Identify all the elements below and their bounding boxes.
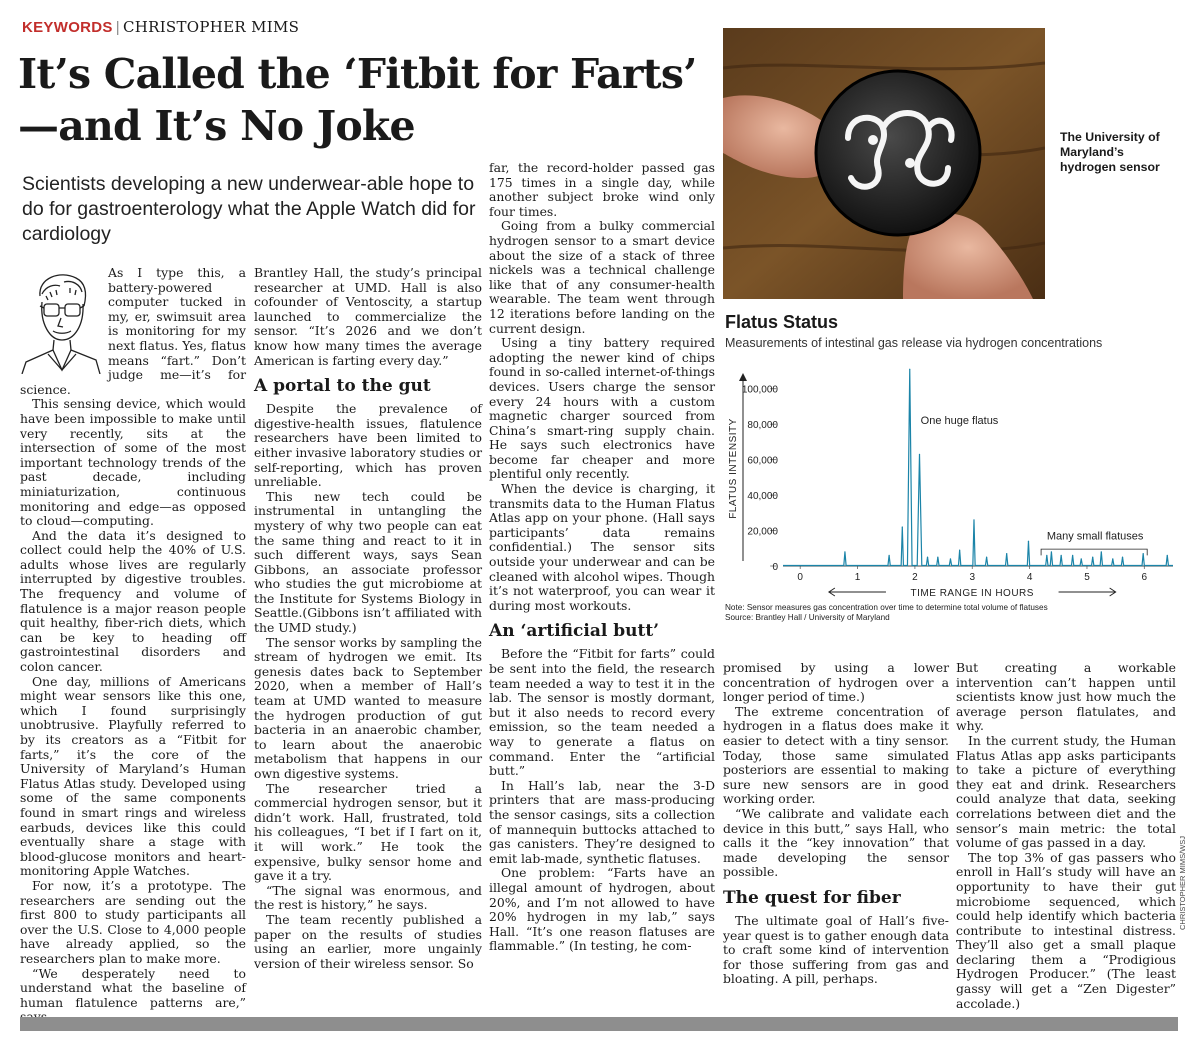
photo-credit: CHRISTOPHER MIMS/WSJ [1178,835,1187,930]
paragraph: One day, millions of Americans might wear sensors like this one, which I found surprisingly unobtrusive. Playfully referred to by its creators as a “Fitbit for farts,” it’s the core of the University of Maryland’s Human Flatus Atlas study. Developed using some of the same components found in smart rings and wireless earbuds, devices like this could eventually share a stage with blood-glucose monitors and heart-monitoring Apple Watches. [20,673,246,879]
data-point [1167,555,1168,556]
kicker: KEYWORDS | CHRISTOPHER MIMS [22,18,300,36]
y-axis-arrowhead [739,373,747,381]
x-tick-label: 3 [969,572,976,583]
paragraph: Before the “Fitbit for farts” could be sent into the field, the research team needed a way to test it in the lab. The sensor is mostly dormant, but it also needs to record every emission, so the team needed a way to generate a flatus on command. Enter the “artificial butt.” [489,646,715,779]
bottom-rule [20,1017,1178,1031]
y-tick-label: 0 [772,562,778,573]
chart-note: Note: Sensor measures gas concentration over time to determine total volume of flatuses [725,603,1048,612]
article-column-4 [723,661,949,987]
paragraph: The top 3% of gas passers who enroll in Hall’s study will have an opportunity to have their gut microbiome sequenced, which could help identify which bacteria contribute to intestinal distress. They’ll also get a small plaque declaring them a “Prodigious Hydrogen Producer.” (The least gassy will get a “Zen Digester” accolade.) [956,849,1176,1011]
headline [18,48,698,152]
chart-footnote [725,603,1048,623]
data-point [1112,558,1113,559]
annotation-huge-flatus: One huge flatus [920,415,999,428]
paragraph: The researcher tried a commercial hydrogen sensor, but it didn’t work. Hall, frustrated, told his colleagues, “I bet if I fart on it, it will work.” He took the expensive, bulky sensor home and gave it a try. [254,780,482,884]
paragraph: As I type this, a battery-powered computer tucked in my, er, swimsuit area is monitoring for my next flatus. Yes, flatus means “fart.” Don’t judge me—it’s for science. [20,265,246,397]
paragraph: This new tech could be instrumental in untangling the mystery of why two people can eat the same thing and react to it in such different ways, says Sean Gibbons, an associate professor who studies the gut microbiome at the Institute for Systems Biology in Seattle.(Gibbons isn’t affiliated with the UMD study.) [254,488,482,636]
y-tick-label: 100,000 [741,384,778,396]
paragraph: In the current study, the Human Flatus Atlas app asks participants to take a picture of everything they eat and drink. Researchers could analyze that data, seeking correlations between diet and the sensor’s main metric: the total volume of gas passed in a day. [956,732,1176,851]
data-point [973,519,974,520]
data-point [927,557,928,558]
paragraph: “We calibrate and validate each device in this butt,” says Hall, who calls it the “key innovation” that made developing the sensor possible. [723,805,949,880]
y-tick-label: 60,000 [747,455,778,467]
chart-source: Source: Brantley Hall / University of Maryland [725,613,890,622]
x-tick-label: 6 [1141,572,1148,583]
section-heading: An ‘artificial butt’ [489,621,660,642]
data-point [937,557,938,558]
data-point [909,369,910,370]
y-tick-label: 40,000 [747,491,778,503]
section-heading: The quest for fiber [723,887,901,908]
paragraph: “We desperately need to understand what the baseline of human flatulence patterns are,” [20,965,246,1010]
data-point [1081,558,1082,559]
chart-title: Flatus Status [725,312,839,332]
paragraph: The team recently published a paper on the results of studies using an earlier, more ungainly version of their wireless sensor. So [254,911,482,971]
paragraph: far, the record-holder passed gas 175 times in a single day, while another subject broke wind only four times. [489,160,715,219]
data-point [902,526,903,527]
data-point [1061,555,1062,556]
data-point [919,454,920,455]
data-point [1051,551,1052,552]
x-tick-label: 0 [797,572,803,583]
author-portrait-illustration [20,266,102,374]
paragraph: But creating a workable intervention can’t happen until scientists know just how much the average person flatulates, and why. [956,660,1176,734]
paragraph: The ultimate goal of Hall’s five-year quest is to gather enough data to craft some kind of intervention for those suffering from gas and bloating. A pill, perhaps. [723,912,949,987]
y-tick-label: 80,000 [747,420,778,432]
paragraph: “The signal was enormous, and the rest is history,” he says. [254,882,482,913]
data-point [844,551,845,552]
article-column-1 [20,266,246,1025]
dek: Scientists developing a new underwear-able hope to do for gastroenterology what the Apple Watch did for cardiology [22,173,476,245]
paragraph: One problem: “Farts have an illegal amount of hydrogen, about 20%, and I’m not allowed to have 20% hydrogen in my lab,” says Hall. “It’s one reason flatuses are flammable.” (In testing, he com- [489,865,715,954]
x-tick-label: 1 [854,572,861,583]
paragraph: This sensing device, which would have been impossible to make until very recently, sits at the intersection of some of the most important technology trends of the past decade, including miniaturization, continuous monitoring and edge—as opposed to cloud—computing. [20,396,246,529]
data-point [1028,541,1029,542]
data-point [889,555,890,556]
article-column-5 [956,661,1176,1011]
hydrogen-sensor-photo [723,28,1045,299]
x-tick-label: 5 [1084,572,1090,583]
data-point [950,558,951,559]
annotation-small-flatuses: Many small flatuses [1046,530,1144,543]
flatus-chart [723,356,1178,606]
paragraph: For now, it’s a prototype. The researchers are sending out the first 800 to study participants all over the U.S. Close to 4,000 people have already applied, so the researchers plan to make more. [20,877,246,966]
data-point [1122,557,1123,558]
paragraph: Brantley Hall, the study’s principal researcher at UMD. Hall is also cofounder of Ventoscity, a startup launched to commercialize the sensor. “It’s 2026 and we don’t know how many times the average American is farting every day.” [254,265,482,368]
paragraph: In Hall’s lab, near the 3-D printers that are mass-producing the sensor casings, sits a collection of mannequin buttocks attached to gas canisters. They’re designed to emit lab-made, synthetic flatuses. [489,777,715,866]
paragraph: The extreme concentration of hydrogen in a flatus does make it easier to detect with a tiny sensor. Today, those same simulated posteriors are essential to making sure new sensors are in good working order. [723,703,949,807]
data-point [986,557,987,558]
y-tick-label: 20,000 [747,526,778,538]
data-point [1101,551,1102,552]
author-byline: CHRISTOPHER MIMS [122,18,300,36]
data-point [1006,553,1007,554]
data-point [1072,555,1073,556]
x-tick-label: 2 [912,572,918,583]
annotation-bracket [1041,549,1147,555]
x-tick-label: 4 [1026,572,1033,583]
data-point [1092,557,1093,558]
x-axis-label: TIME RANGE IN HOURS [910,588,1034,599]
data-point [1143,553,1144,554]
photo-caption: The University of Maryland’s hydrogen sensor [1060,130,1160,174]
keywords-label: KEYWORDS [22,19,113,36]
paragraph: And the data it’s designed to collect could help the 40% of U.S. adults whose lives are regularly interrupted by digestive troubles. The frequency and volume of flatulence is a major reason people quit healthy, fiber-rich diets, which can be key to heading off gastrointestinal disorders and colon cancer. [20,527,246,675]
article-column-2 [254,266,482,971]
article-column-3 [489,161,715,954]
chart-subtitle: Measurements of intestinal gas release via hydrogen concentrations [725,336,1103,350]
paragraph: Going from a bulky commercial hydrogen sensor to a smart device about the size of a stack of three nickels was a technical challenge like that of any consumer-health wearable. The team went through 12 iterations before landing on the current design. [489,218,715,336]
headline-line1: It’s Called the ‘Fitbit for Farts’ [18,50,697,98]
headline-line2: —and It’s No Joke [18,102,415,150]
section-heading: A portal to the gut [254,376,431,397]
paragraph: Using a tiny battery required adopting the newer kind of chips found in so-called internet-of-things devices. Users charge the sensor every 24 hours with a custom magnetic charger sourced from China’s smart-ring supply chain. He says such electronics have become far cheaper and more plentiful only recently. [489,335,715,482]
paragraph: Despite the prevalence of digestive-health issues, flatulence researchers have been limited to either invasive laboratory studies or self-reporting, which has proven unreliable. [254,401,482,490]
paragraph: The sensor works by sampling the stream of hydrogen we emit. Its genesis dates back to September 2020, when a member of Hall’s team at UMD wanted to measure the hydrogen production of gut bacteria in an anaerobic chamber, to learn about the anaerobic metabolism that happens in our own digestive systems. [254,634,482,781]
paragraph: promised by using a lower concentration of hydrogen over a longer period of time.) [723,660,949,705]
y-axis-label: FLATUS INTENSITY [728,418,739,519]
paragraph: When the device is charging, it transmits data to the Human Flatus Atlas app on your phone. (Hall says participants’ data remains confidential.) The sensor sits outside your underwear and can be cleaned with alcohol wipes. Though it’s not waterproof, you can wear it during most workouts. [489,481,715,613]
data-point [959,549,960,550]
data-point [1046,555,1047,556]
